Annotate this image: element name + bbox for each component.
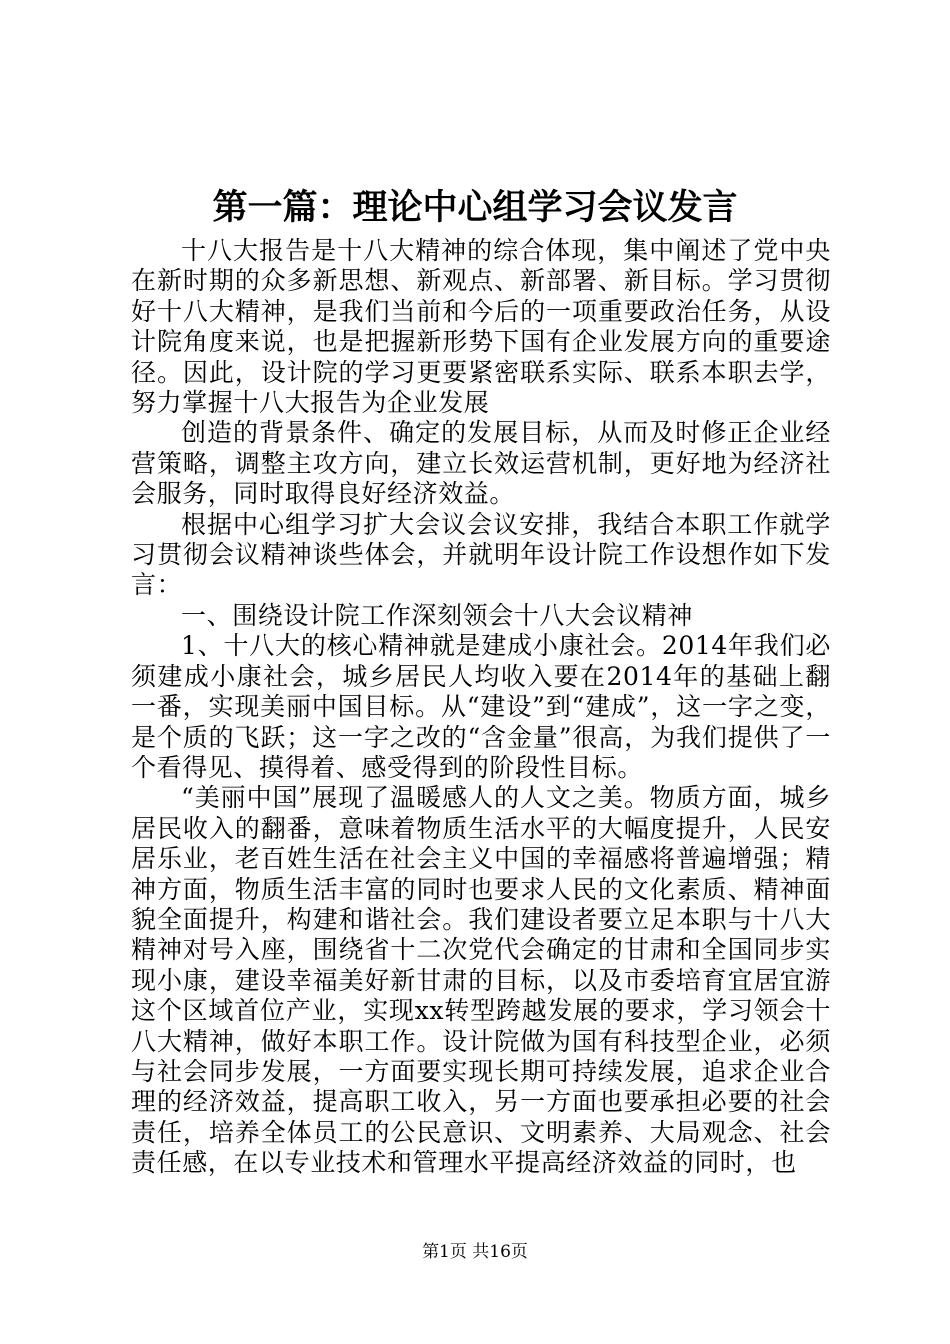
paragraph: 根据中心组学习扩大会议会议安排，我结合本职工作就学习贯彻会议精神谈些体会，并就明年设计院工作设想作如下发言： (131, 509, 831, 600)
paragraph: “美丽中国”展现了温暖感人的人文之美。物质方面，城乡居民收入的翻番，意味着物质生活水平的大幅度提升，人民安居乐业，老百姓生活在社会主义中国的幸福感将普遍增强；精神方面，物质生活丰富的同时也要求人民的文化素质、精神面貌全面提升，构建和谐社会。我们建设者要立足本职与十八大精神对号入座，围绕省十二次党代会确定的甘肃和全国同步实现小康，建设幸福美好新甘肃的目标，以及市委培育宜居宜游这个区域首位产业，实现xx转型跨越发展的要求，学习领会十八大精神，做好本职工作。设计院做为国有科技型企业，必须与社会同步发展，一方面要实现长期可持续发展，追求企业合理的经济效益，提高职工收入，另一方面也要承担必要的社会责任，培养全体员工的公民意识、文明素养、大局观念、社会责任感，在以专业技术和管理水平提高经济效益的同时，也 (131, 783, 831, 1178)
paragraph: 创造的背景条件、确定的发展目标，从而及时修正企业经营策略，调整主攻方向，建立长效运营机制，更好地为经济社会服务，同时取得良好经济效益。 (131, 418, 831, 509)
section-heading: 一、围绕设计院工作深刻领会十八大会议精神 (181, 600, 694, 630)
paragraph: 十八大报告是十八大精神的综合体现，集中阐述了党中央在新时期的众多新思想、新观点、新部署、新目标。学习贯彻好十八大精神，是我们当前和今后的一项重要政治任务，从设计院角度来说，也是把握新形势下国有企业发展方向的重要途径。因此，设计院的学习更要紧密联系实际、联系本职去学，努力掌握十八大报告为企业发展 (131, 236, 831, 418)
page-number-footer: 第1页 共16页 (422, 1242, 528, 1262)
document-body (131, 236, 831, 1179)
document-title: 第一篇：理论中心组学习会议发言 (212, 187, 738, 228)
paragraph: 1、十八大的核心精神就是建成小康社会。2014年我们必须建成小康社会，城乡居民人均收入要在2014年的基础上翻一番，实现美丽中国目标。从“建设”到“建成”，这一字之变，是个质的飞跃；这一字之改的“含金量”很高，为我们提供了一个看得见、摸得着、感受得到的阶段性目标。 (131, 631, 831, 782)
